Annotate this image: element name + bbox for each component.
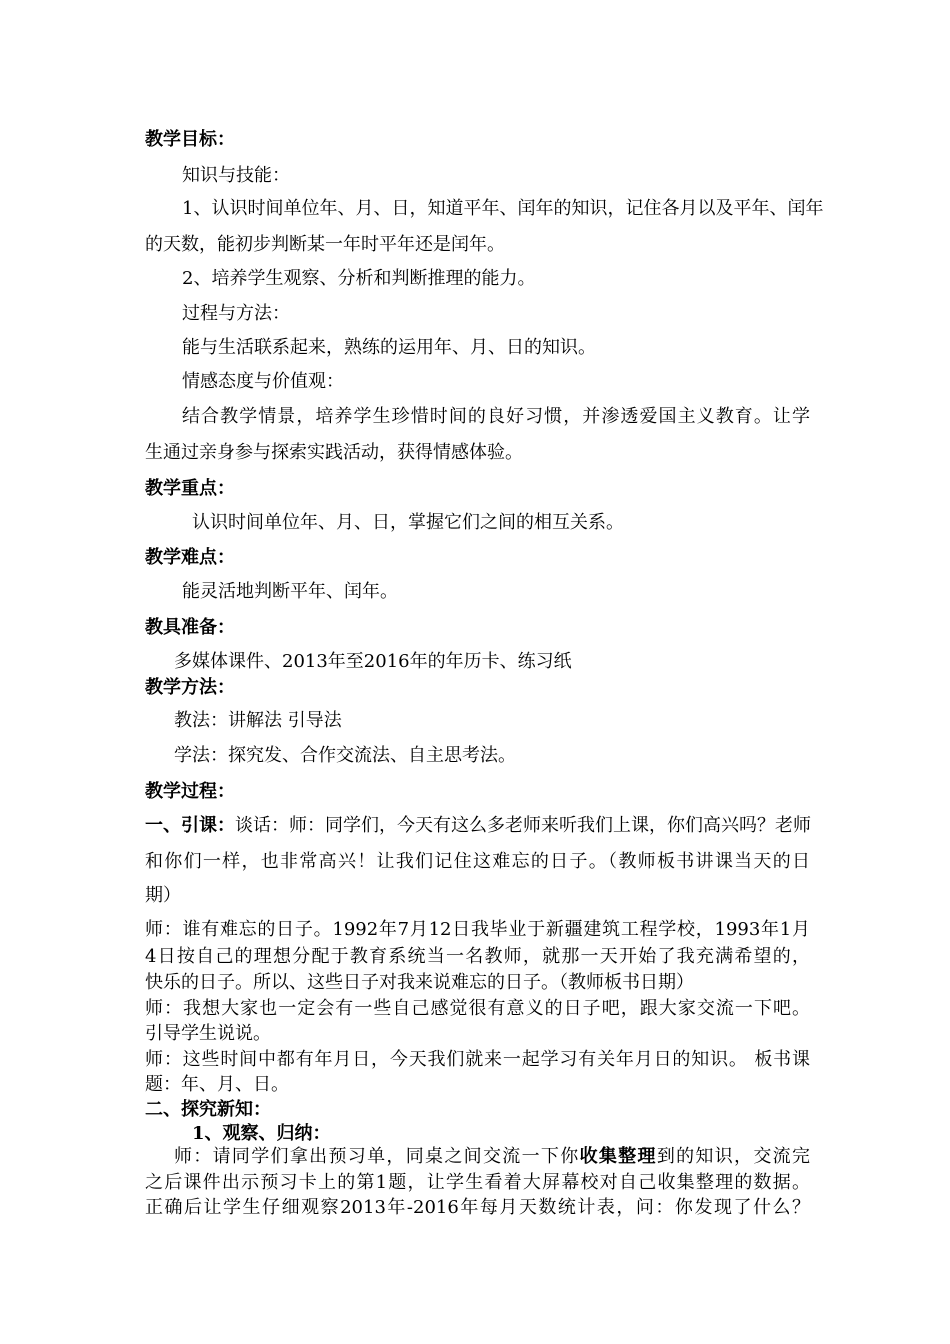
objective-1-line-2: 的天数，能初步判断某一年时平年还是闰年。 [145, 234, 505, 255]
paragraph-1-line-3: 快乐的日子。所以、这些日子对我来说难忘的日子。（教师板书日期） [145, 972, 694, 993]
intro-line-1 [145, 814, 810, 838]
process-method-heading: 过程与方法： [182, 303, 290, 324]
collect-organize-emphasis: 收集整理 [579, 1146, 657, 1167]
paragraph-3-line-2: 题：年、月、日。 [145, 1074, 289, 1095]
difficulties-heading: 教学难点： [145, 547, 235, 568]
objectives-heading: 教学目标： [145, 129, 235, 150]
tools-heading: 教具准备： [145, 617, 235, 638]
observe-line-3: 正确后让学生仔细观察2013年-2016年每月天数统计表，问：你发现了什么？ [145, 1197, 810, 1218]
intro-line-3: 期） [145, 885, 181, 906]
paragraph-1-line-1: 师：谁有难忘的日子。1992年7月12日我毕业于新疆建筑工程学校，1993年1月 [145, 919, 810, 940]
difficulties-text: 能灵活地判断平年、闰年。 [182, 581, 398, 602]
objective-1-line-1: 1、认识时间单位年、月、日，知道平年、闰年的知识，记住各月以及平年、闰年 [182, 198, 824, 219]
paragraph-3-line-1: 师：这些时间中都有年月日，今天我们就来一起学习有关年月日的知识。 板书课 [145, 1049, 810, 1070]
observe-heading: 1、观察、归纳： [192, 1123, 331, 1144]
key-points-text: 认识时间单位年、月、日，掌握它们之间的相互关系。 [192, 512, 624, 533]
process-method-text: 能与生活联系起来，熟练的运用年、月、日的知识。 [182, 337, 596, 358]
tools-text: 多媒体课件、2013年至2016年的年历卡、练习纸 [174, 651, 572, 672]
observe-line-2: 之后课件出示预习卡上的第1题，让学生看着大屏幕校对自己收集整理的数据。 [145, 1172, 810, 1193]
emotion-heading: 情感态度与价值观： [182, 371, 344, 392]
intro-line-2: 和你们一样，也非常高兴！让我们记住这难忘的日子。（教师板书讲课当天的日 [145, 851, 810, 872]
intro-label: 一、引课： [145, 815, 235, 836]
teaching-method: 教法：讲解法 引导法 [174, 710, 342, 731]
paragraph-2-line-2: 引导学生说说。 [145, 1023, 271, 1044]
observe-line-1-end: 到的知识，交流完 [656, 1146, 810, 1167]
observe-line-1-start: 师：请同学们拿出预习单，同桌之间交流一下你 [174, 1146, 580, 1167]
intro-text: 谈话：师：同学们，今天有这么多老师来听我们上课，你们高兴吗？老师 [235, 815, 811, 836]
knowledge-heading: 知识与技能： [182, 165, 290, 186]
emotion-line-1: 结合教学情景，培养学生珍惜时间的良好习惯，并渗透爱国主义教育。让学 [182, 406, 810, 427]
objective-2: 2、培养学生观察、分析和判断推理的能力。 [182, 268, 536, 289]
process-heading: 教学过程： [145, 781, 235, 802]
learning-method: 学法：探究发、合作交流法、自主思考法。 [174, 745, 516, 766]
methods-heading: 教学方法： [145, 677, 235, 698]
paragraph-2-line-1: 师：我想大家也一定会有一些自己感觉很有意义的日子吧，跟大家交流一下吧。 [145, 998, 810, 1019]
explore-heading: 二、探究新知： [145, 1099, 271, 1120]
observe-line-1 [174, 1145, 810, 1169]
key-points-heading: 教学重点： [145, 478, 235, 499]
paragraph-1-line-2: 4日按自己的理想分配于教育系统当一名教师，就那一天开始了我充满希望的， [145, 946, 810, 967]
emotion-line-2: 生通过亲身参与探索实践活动，获得情感体验。 [145, 442, 523, 463]
